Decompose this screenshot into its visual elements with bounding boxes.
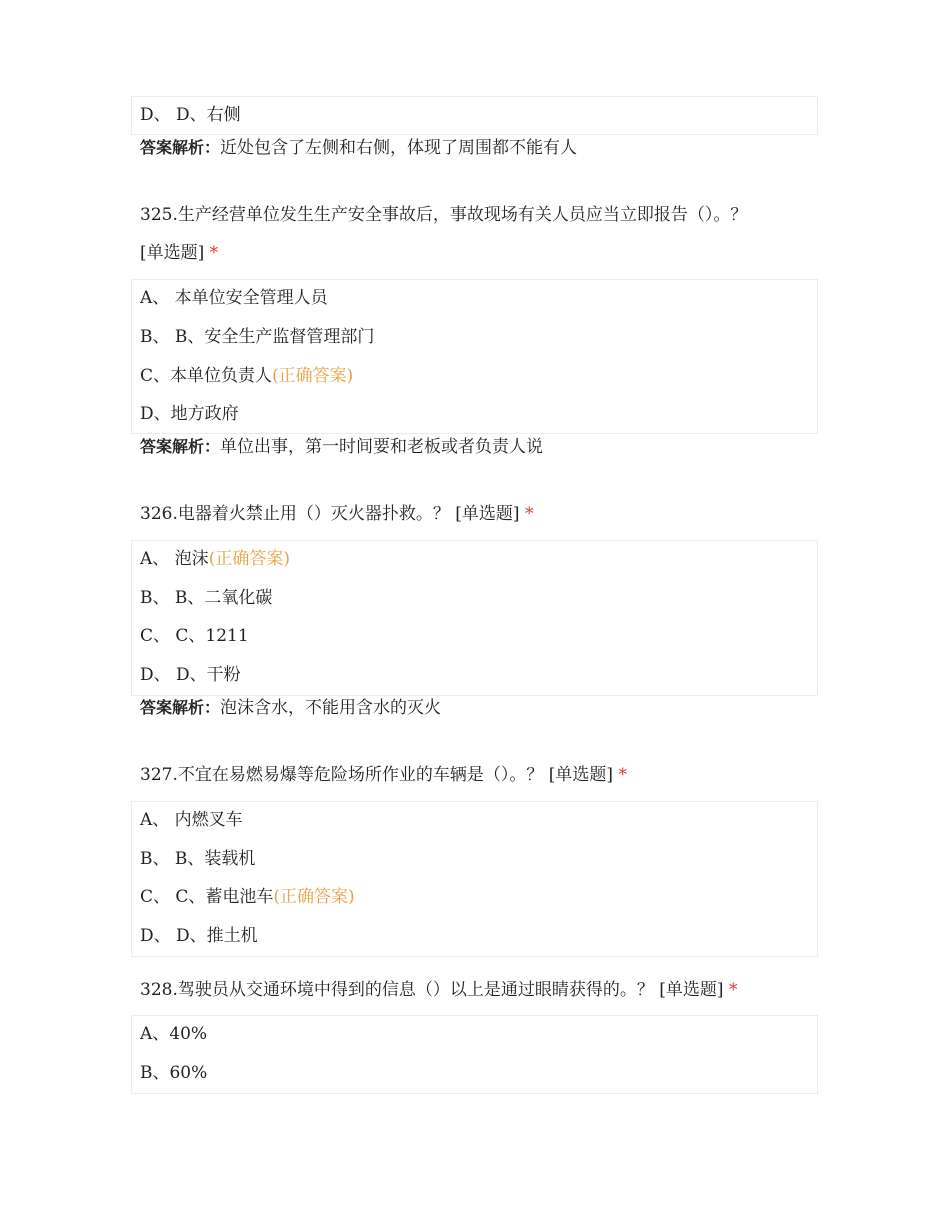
required-mark: * (618, 765, 627, 785)
option-a-325: A、 本单位安全管理人员 (140, 288, 328, 308)
options-box-328 (131, 1015, 818, 1094)
required-mark: * (209, 243, 219, 263)
option-b-327: B、 B、装载机 (140, 849, 256, 869)
analysis-label: 答案解析： (140, 437, 221, 456)
question-328-title: 328.驾驶员从交通环境中得到的信息（）以上是通过眼睛获得的。？ [单选题] * (140, 980, 738, 1000)
option-d-325: D、地方政府 (140, 404, 239, 424)
question-326-title: 326.电器着火禁止用（）灭火器扑救。？ [单选题] * (140, 504, 534, 524)
analysis-label: 答案解析： (140, 138, 221, 157)
option-d-prev: D、 D、右侧 (140, 105, 241, 125)
option-c-327: C、 C、蓄电池车(正确答案) (140, 887, 355, 907)
option-b-325: B、 B、安全生产监督管理部门 (140, 327, 375, 347)
correct-answer-tag: (正确答案) (273, 887, 355, 907)
option-a-328: A、40% (140, 1024, 208, 1044)
question-327-title: 327.不宜在易燃易爆等危险场所作业的车辆是（）。？ [单选题] * (140, 765, 627, 785)
option-d-326: D、 D、干粉 (140, 665, 241, 685)
question-325-type: [单选题] * (140, 243, 219, 263)
option-b-326: B、 B、二氧化碳 (140, 588, 273, 608)
required-mark: * (524, 504, 534, 524)
required-mark: * (728, 980, 738, 1000)
option-a-327: A、 内燃叉车 (140, 810, 243, 830)
answer-analysis-325 (140, 436, 543, 458)
option-d-327: D、 D、推土机 (140, 926, 258, 946)
option-b-328: B、60% (140, 1063, 208, 1083)
answer-analysis-prev (140, 137, 577, 159)
option-c-326: C、 C、1211 (140, 626, 249, 646)
analysis-text: 近处包含了左侧和右侧，体现了周围都不能有人 (220, 138, 578, 158)
correct-answer-tag: (正确答案) (208, 549, 290, 569)
option-a-326: A、 泡沫(正确答案) (140, 549, 290, 569)
question-325-title: 325.生产经营单位发生生产安全事故后，事故现场有关人员应当立即报告（）。？ (140, 205, 748, 225)
analysis-label: 答案解析： (140, 698, 221, 717)
answer-analysis-326 (140, 697, 441, 719)
analysis-text: 单位出事，第一时间要和老板或者负责人说 (220, 437, 544, 457)
analysis-text: 泡沫含水，不能用含水的灭火 (220, 698, 442, 718)
option-c-325: C、本单位负责人(正确答案) (140, 366, 354, 386)
correct-answer-tag: (正确答案) (272, 366, 354, 386)
